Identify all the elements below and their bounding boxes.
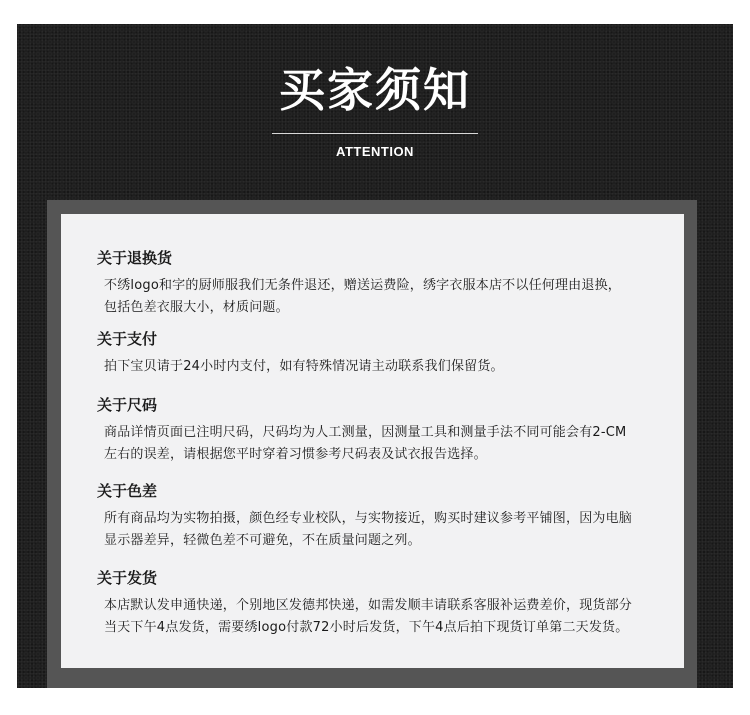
section-shipping bbox=[97, 568, 680, 639]
title-divider bbox=[272, 133, 478, 134]
section-color-difference bbox=[97, 481, 680, 552]
section-title: 关于退换货 bbox=[97, 249, 173, 267]
section-sizing bbox=[97, 395, 680, 466]
section-line: 商品详情页面已注明尺码，尺码均为人工测量，因测量工具和测量手法不同可能会有2-CM bbox=[104, 425, 627, 440]
section-line: 不绣logo和字的厨师服我们无条件退还，赠送运费险，绣字衣服本店不以任何理由退换， bbox=[104, 278, 621, 293]
section-payment bbox=[97, 329, 680, 378]
section-line: 包括色差衣服大小，材质问题。 bbox=[104, 300, 289, 315]
section-title: 关于支付 bbox=[97, 330, 158, 348]
section-line: 所有商品均为实物拍摄，颜色经专业校队，与实物接近，购买时建议参考平铺图，因为电脑 bbox=[104, 511, 633, 526]
section-body bbox=[104, 356, 680, 378]
section-body bbox=[104, 422, 680, 466]
section-line: 左右的误差，请根据您平时穿着习惯参考尺码表及试衣报告选择。 bbox=[104, 447, 487, 462]
section-line: 当天下午4点发货，需要绣logo付款72小时后发货，下午4点后拍下现货订单第二天发货。 bbox=[104, 620, 629, 635]
section-line: 拍下宝贝请于24小时内支付，如有特殊情况请主动联系我们保留货。 bbox=[104, 359, 504, 374]
section-line: 本店默认发申通快递，个别地区发德邦快递，如需发顺丰请联系客服补运费差价，现货部分 bbox=[104, 598, 633, 613]
section-body bbox=[104, 508, 680, 552]
section-title: 关于尺码 bbox=[97, 396, 158, 414]
page-title: 买家须知 bbox=[279, 63, 471, 117]
section-title: 关于发货 bbox=[97, 569, 158, 587]
section-line: 显示器差异，轻微色差不可避免，不在质量问题之列。 bbox=[104, 533, 421, 548]
section-body bbox=[104, 595, 680, 639]
page-subtitle: ATTENTION bbox=[336, 144, 414, 159]
section-returns bbox=[97, 248, 680, 319]
section-body bbox=[104, 275, 680, 319]
section-title: 关于色差 bbox=[97, 482, 158, 500]
